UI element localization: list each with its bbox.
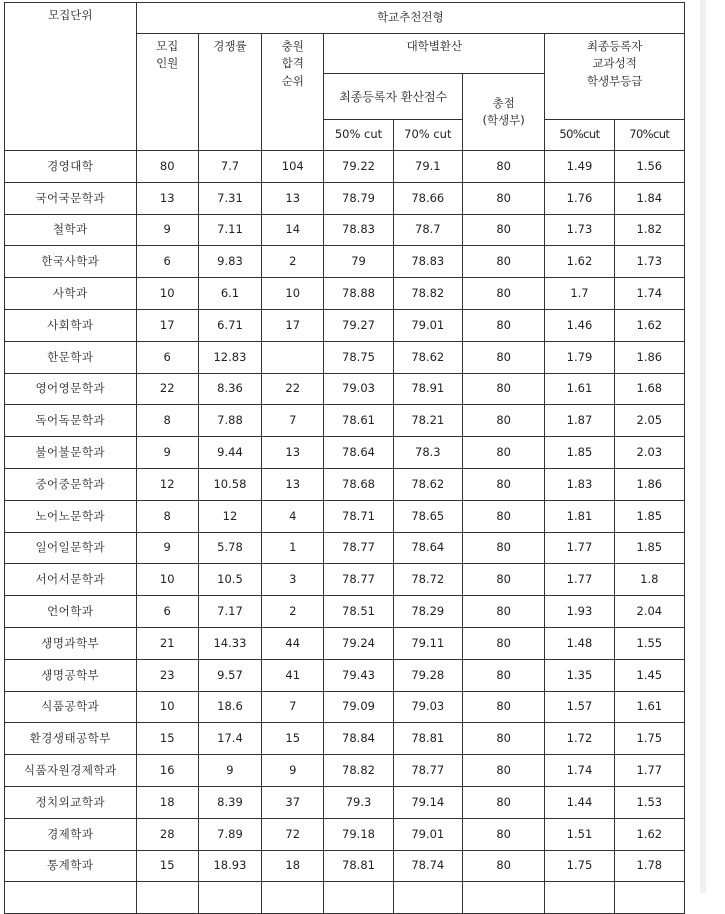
cell-unit: 노어노문학과 bbox=[5, 500, 137, 532]
cell-ratio: 7.31 bbox=[198, 182, 261, 214]
cell-g70: 1.86 bbox=[614, 468, 684, 500]
cell-supp: 3 bbox=[262, 564, 324, 596]
cell-g50: 1.48 bbox=[545, 627, 614, 659]
cell-g50: 1.57 bbox=[545, 691, 614, 723]
cell-s70: 78.65 bbox=[393, 500, 462, 532]
cell-quota bbox=[136, 882, 198, 914]
cell-total: 80 bbox=[462, 151, 544, 183]
cell-s70: 78.62 bbox=[393, 468, 462, 500]
cell-supp: 2 bbox=[262, 246, 324, 278]
cell-quota: 6 bbox=[136, 341, 198, 373]
cell-unit bbox=[5, 882, 137, 914]
cell-s50: 78.79 bbox=[324, 182, 393, 214]
cell-s70: 79.14 bbox=[393, 786, 462, 818]
cell-quota: 9 bbox=[136, 214, 198, 246]
cell-s70: 78.74 bbox=[393, 850, 462, 882]
cell-unit: 언어학과 bbox=[5, 596, 137, 628]
header-conv: 대학별환산 bbox=[324, 34, 545, 74]
cell-s70: 78.91 bbox=[393, 373, 462, 405]
header-quota-line1: 모집 bbox=[156, 39, 179, 53]
cell-quota: 13 bbox=[136, 182, 198, 214]
cell-unit: 생명과학부 bbox=[5, 627, 137, 659]
cell-g50: 1.81 bbox=[545, 500, 614, 532]
cell-g70: 1.75 bbox=[614, 723, 684, 755]
cell-ratio: 9.44 bbox=[198, 437, 261, 469]
cell-s50: 78.84 bbox=[324, 723, 393, 755]
cell-supp: 17 bbox=[262, 309, 324, 341]
table-row bbox=[5, 882, 685, 914]
cell-g70: 2.05 bbox=[614, 405, 684, 437]
cell-unit: 서어서문학과 bbox=[5, 564, 137, 596]
cell-g70: 1.82 bbox=[614, 214, 684, 246]
cell-supp: 14 bbox=[262, 214, 324, 246]
cell-s70: 79.11 bbox=[393, 627, 462, 659]
cell-ratio: 9.57 bbox=[198, 659, 261, 691]
cell-s70: 78.66 bbox=[393, 182, 462, 214]
cell-g50: 1.85 bbox=[545, 437, 614, 469]
cell-total: 80 bbox=[462, 786, 544, 818]
table-row bbox=[5, 755, 685, 787]
cell-total: 80 bbox=[462, 627, 544, 659]
cell-quota: 22 bbox=[136, 373, 198, 405]
cell-s50: 78.75 bbox=[324, 341, 393, 373]
cell-unit: 한문학과 bbox=[5, 341, 137, 373]
cell-supp: 72 bbox=[262, 818, 324, 850]
cell-s70: 79.01 bbox=[393, 309, 462, 341]
cell-supp: 13 bbox=[262, 182, 324, 214]
cell-total: 80 bbox=[462, 182, 544, 214]
cell-s50: 79 bbox=[324, 246, 393, 278]
cell-supp: 9 bbox=[262, 755, 324, 787]
header-supp-line3: 순위 bbox=[281, 73, 304, 88]
cell-supp: 37 bbox=[262, 786, 324, 818]
cell-supp: 7 bbox=[262, 405, 324, 437]
cell-unit: 정치외교학과 bbox=[5, 786, 137, 818]
cell-supp bbox=[262, 341, 324, 373]
cell-g70: 1.53 bbox=[614, 786, 684, 818]
cell-supp: 15 bbox=[262, 723, 324, 755]
cell-unit: 경영대학 bbox=[5, 151, 137, 183]
cell-total: 80 bbox=[462, 723, 544, 755]
cell-g70 bbox=[614, 882, 684, 914]
cell-supp: 13 bbox=[262, 437, 324, 469]
cell-g50: 1.7 bbox=[545, 278, 614, 310]
table-row bbox=[5, 151, 685, 183]
table-header bbox=[5, 3, 685, 151]
cell-s50: 78.64 bbox=[324, 437, 393, 469]
header-quota-line2: 인원 bbox=[156, 56, 179, 71]
cell-quota: 9 bbox=[136, 532, 198, 564]
cell-g70: 1.77 bbox=[614, 755, 684, 787]
cell-supp: 44 bbox=[262, 627, 324, 659]
header-cut70: 70% cut bbox=[393, 120, 462, 151]
header-quota bbox=[136, 34, 198, 151]
cell-s70: 78.72 bbox=[393, 564, 462, 596]
header-grade-line3: 학생부등급 bbox=[586, 73, 643, 88]
cell-g50: 1.61 bbox=[545, 373, 614, 405]
cell-total: 80 bbox=[462, 659, 544, 691]
cell-ratio: 18.93 bbox=[198, 850, 261, 882]
admission-table bbox=[4, 2, 685, 914]
table-row bbox=[5, 341, 685, 373]
cell-quota: 15 bbox=[136, 723, 198, 755]
cell-unit: 일어일문학과 bbox=[5, 532, 137, 564]
cell-quota: 28 bbox=[136, 818, 198, 850]
header-supp-line2: 합격 bbox=[281, 56, 304, 71]
cell-ratio: 5.78 bbox=[198, 532, 261, 564]
header-grade-cut70: 70%cut bbox=[614, 120, 684, 151]
cell-g50: 1.83 bbox=[545, 468, 614, 500]
cell-supp: 104 bbox=[262, 151, 324, 183]
cell-g70: 1.74 bbox=[614, 278, 684, 310]
cell-unit: 사회학과 bbox=[5, 309, 137, 341]
cell-quota: 9 bbox=[136, 437, 198, 469]
cell-ratio: 9.83 bbox=[198, 246, 261, 278]
cell-quota: 80 bbox=[136, 151, 198, 183]
cell-s50: 79.24 bbox=[324, 627, 393, 659]
cell-s70: 78.82 bbox=[393, 278, 462, 310]
cell-g70: 1.62 bbox=[614, 818, 684, 850]
cell-ratio: 12 bbox=[198, 500, 261, 532]
cell-s50: 79.27 bbox=[324, 309, 393, 341]
cell-g50 bbox=[545, 882, 614, 914]
header-total-line2: (학생부) bbox=[482, 113, 525, 127]
table-row bbox=[5, 786, 685, 818]
table-row bbox=[5, 818, 685, 850]
cell-quota: 8 bbox=[136, 405, 198, 437]
table-row bbox=[5, 596, 685, 628]
cell-quota: 17 bbox=[136, 309, 198, 341]
cell-g70: 1.68 bbox=[614, 373, 684, 405]
cell-s70: 78.7 bbox=[393, 214, 462, 246]
cell-s50: 78.71 bbox=[324, 500, 393, 532]
cell-unit: 식품공학과 bbox=[5, 691, 137, 723]
cell-g70: 1.85 bbox=[614, 500, 684, 532]
table-row bbox=[5, 437, 685, 469]
cell-g70: 1.8 bbox=[614, 564, 684, 596]
cell-total: 80 bbox=[462, 246, 544, 278]
cell-total: 80 bbox=[462, 214, 544, 246]
scroll-edge bbox=[700, 0, 706, 893]
header-grade bbox=[545, 34, 685, 120]
cell-g50: 1.77 bbox=[545, 532, 614, 564]
cell-quota: 10 bbox=[136, 691, 198, 723]
cell-total: 80 bbox=[462, 437, 544, 469]
cell-s50 bbox=[324, 882, 393, 914]
cell-g70: 1.78 bbox=[614, 850, 684, 882]
cell-s50: 78.51 bbox=[324, 596, 393, 628]
cell-s70: 78.64 bbox=[393, 532, 462, 564]
cell-quota: 16 bbox=[136, 755, 198, 787]
cell-supp: 4 bbox=[262, 500, 324, 532]
admission-table-wrapper bbox=[4, 2, 685, 914]
cell-g50: 1.76 bbox=[545, 182, 614, 214]
cell-ratio: 6.71 bbox=[198, 309, 261, 341]
cell-s50: 78.81 bbox=[324, 850, 393, 882]
cell-s70: 78.81 bbox=[393, 723, 462, 755]
cell-s70: 79.1 bbox=[393, 151, 462, 183]
cell-g70: 1.73 bbox=[614, 246, 684, 278]
header-conv-score: 최종등록자 환산점수 bbox=[324, 74, 463, 120]
cell-unit: 영어영문학과 bbox=[5, 373, 137, 405]
cell-ratio: 7.7 bbox=[198, 151, 261, 183]
header-supp bbox=[262, 34, 324, 151]
cell-quota: 12 bbox=[136, 468, 198, 500]
header-grade-line1: 최종등록자 bbox=[586, 39, 643, 53]
cell-total: 80 bbox=[462, 755, 544, 787]
cell-ratio: 6.1 bbox=[198, 278, 261, 310]
cell-ratio: 10.58 bbox=[198, 468, 261, 500]
cell-unit: 사학과 bbox=[5, 278, 137, 310]
cell-s50: 79.43 bbox=[324, 659, 393, 691]
cell-unit: 통계학과 bbox=[5, 850, 137, 882]
cell-s70: 78.62 bbox=[393, 341, 462, 373]
cell-s70 bbox=[393, 882, 462, 914]
cell-g70: 1.85 bbox=[614, 532, 684, 564]
cell-supp: 18 bbox=[262, 850, 324, 882]
table-row bbox=[5, 214, 685, 246]
cell-s70: 78.3 bbox=[393, 437, 462, 469]
cell-supp bbox=[262, 882, 324, 914]
cell-unit: 환경생태공학부 bbox=[5, 723, 137, 755]
cell-g70: 2.03 bbox=[614, 437, 684, 469]
cell-unit: 중어중문학과 bbox=[5, 468, 137, 500]
cell-supp: 7 bbox=[262, 691, 324, 723]
cell-ratio: 8.36 bbox=[198, 373, 261, 405]
cell-ratio: 17.4 bbox=[198, 723, 261, 755]
cell-unit: 국어국문학과 bbox=[5, 182, 137, 214]
cell-s50: 78.77 bbox=[324, 564, 393, 596]
cell-s70: 78.21 bbox=[393, 405, 462, 437]
table-row bbox=[5, 627, 685, 659]
cell-ratio bbox=[198, 882, 261, 914]
table-row bbox=[5, 564, 685, 596]
cell-g70: 1.45 bbox=[614, 659, 684, 691]
cell-s50: 79.18 bbox=[324, 818, 393, 850]
cell-g50: 1.72 bbox=[545, 723, 614, 755]
cell-ratio: 14.33 bbox=[198, 627, 261, 659]
cell-supp: 2 bbox=[262, 596, 324, 628]
cell-s70: 78.29 bbox=[393, 596, 462, 628]
table-row bbox=[5, 468, 685, 500]
cell-supp: 10 bbox=[262, 278, 324, 310]
table-row bbox=[5, 691, 685, 723]
header-cut50: 50% cut bbox=[324, 120, 393, 151]
cell-ratio: 7.88 bbox=[198, 405, 261, 437]
cell-quota: 23 bbox=[136, 659, 198, 691]
cell-total: 80 bbox=[462, 532, 544, 564]
cell-g70: 1.56 bbox=[614, 151, 684, 183]
table-row bbox=[5, 659, 685, 691]
cell-g50: 1.46 bbox=[545, 309, 614, 341]
cell-supp: 13 bbox=[262, 468, 324, 500]
table-row bbox=[5, 500, 685, 532]
cell-quota: 21 bbox=[136, 627, 198, 659]
cell-g50: 1.77 bbox=[545, 564, 614, 596]
header-unit: 모집단위 bbox=[5, 3, 137, 151]
cell-quota: 10 bbox=[136, 564, 198, 596]
cell-quota: 10 bbox=[136, 278, 198, 310]
header-group: 학교추천전형 bbox=[136, 3, 684, 34]
cell-s70: 78.77 bbox=[393, 755, 462, 787]
cell-ratio: 7.89 bbox=[198, 818, 261, 850]
cell-total: 80 bbox=[462, 468, 544, 500]
table-row bbox=[5, 850, 685, 882]
cell-ratio: 12.83 bbox=[198, 341, 261, 373]
cell-g50: 1.49 bbox=[545, 151, 614, 183]
cell-quota: 8 bbox=[136, 500, 198, 532]
table-row bbox=[5, 309, 685, 341]
cell-s70: 79.01 bbox=[393, 818, 462, 850]
cell-supp: 41 bbox=[262, 659, 324, 691]
cell-total: 80 bbox=[462, 850, 544, 882]
cell-g70: 1.86 bbox=[614, 341, 684, 373]
cell-total: 80 bbox=[462, 596, 544, 628]
cell-ratio: 7.17 bbox=[198, 596, 261, 628]
cell-total: 80 bbox=[462, 500, 544, 532]
cell-g50: 1.51 bbox=[545, 818, 614, 850]
cell-unit: 불어불문학과 bbox=[5, 437, 137, 469]
header-ratio: 경쟁률 bbox=[198, 34, 261, 151]
table-row bbox=[5, 405, 685, 437]
cell-g50: 1.73 bbox=[545, 214, 614, 246]
header-grade-cut50: 50%cut bbox=[545, 120, 614, 151]
cell-total bbox=[462, 882, 544, 914]
cell-supp: 1 bbox=[262, 532, 324, 564]
cell-s70: 79.03 bbox=[393, 691, 462, 723]
cell-s50: 78.77 bbox=[324, 532, 393, 564]
cell-g70: 1.84 bbox=[614, 182, 684, 214]
cell-ratio: 10.5 bbox=[198, 564, 261, 596]
cell-total: 80 bbox=[462, 691, 544, 723]
cell-g50: 1.93 bbox=[545, 596, 614, 628]
header-grade-line2: 교과성적 bbox=[592, 56, 637, 71]
cell-s50: 78.82 bbox=[324, 755, 393, 787]
cell-s50: 78.83 bbox=[324, 214, 393, 246]
cell-total: 80 bbox=[462, 373, 544, 405]
cell-unit: 한국사학과 bbox=[5, 246, 137, 278]
cell-quota: 15 bbox=[136, 850, 198, 882]
cell-s50: 78.61 bbox=[324, 405, 393, 437]
header-total bbox=[462, 74, 544, 151]
table-row bbox=[5, 723, 685, 755]
cell-g70: 1.62 bbox=[614, 309, 684, 341]
cell-total: 80 bbox=[462, 278, 544, 310]
cell-ratio: 7.11 bbox=[198, 214, 261, 246]
cell-s50: 78.88 bbox=[324, 278, 393, 310]
cell-s50: 78.68 bbox=[324, 468, 393, 500]
cell-s70: 78.83 bbox=[393, 246, 462, 278]
cell-s70: 79.28 bbox=[393, 659, 462, 691]
cell-s50: 79.03 bbox=[324, 373, 393, 405]
cell-g50: 1.79 bbox=[545, 341, 614, 373]
cell-g70: 1.55 bbox=[614, 627, 684, 659]
cell-quota: 6 bbox=[136, 596, 198, 628]
cell-quota: 6 bbox=[136, 246, 198, 278]
cell-s50: 79.22 bbox=[324, 151, 393, 183]
cell-s50: 79.09 bbox=[324, 691, 393, 723]
header-supp-line1: 충원 bbox=[281, 39, 304, 53]
cell-g70: 1.61 bbox=[614, 691, 684, 723]
cell-s50: 79.3 bbox=[324, 786, 393, 818]
cell-total: 80 bbox=[462, 564, 544, 596]
cell-total: 80 bbox=[462, 341, 544, 373]
table-row bbox=[5, 532, 685, 564]
cell-g50: 1.62 bbox=[545, 246, 614, 278]
cell-ratio: 18.6 bbox=[198, 691, 261, 723]
cell-ratio: 9 bbox=[198, 755, 261, 787]
cell-total: 80 bbox=[462, 309, 544, 341]
table-body bbox=[5, 151, 685, 914]
cell-ratio: 8.39 bbox=[198, 786, 261, 818]
cell-unit: 철학과 bbox=[5, 214, 137, 246]
cell-unit: 생명공학부 bbox=[5, 659, 137, 691]
header-total-line1: 총점 bbox=[492, 95, 515, 110]
cell-quota: 18 bbox=[136, 786, 198, 818]
cell-g50: 1.35 bbox=[545, 659, 614, 691]
cell-unit: 식품자원경제학과 bbox=[5, 755, 137, 787]
cell-g50: 1.75 bbox=[545, 850, 614, 882]
cell-total: 80 bbox=[462, 818, 544, 850]
cell-g50: 1.87 bbox=[545, 405, 614, 437]
cell-unit: 독어독문학과 bbox=[5, 405, 137, 437]
cell-g50: 1.44 bbox=[545, 786, 614, 818]
cell-unit: 경제학과 bbox=[5, 818, 137, 850]
table-row bbox=[5, 278, 685, 310]
table-row bbox=[5, 246, 685, 278]
cell-total: 80 bbox=[462, 405, 544, 437]
cell-g50: 1.74 bbox=[545, 755, 614, 787]
table-row bbox=[5, 373, 685, 405]
cell-g70: 2.04 bbox=[614, 596, 684, 628]
table-row bbox=[5, 182, 685, 214]
cell-supp: 22 bbox=[262, 373, 324, 405]
